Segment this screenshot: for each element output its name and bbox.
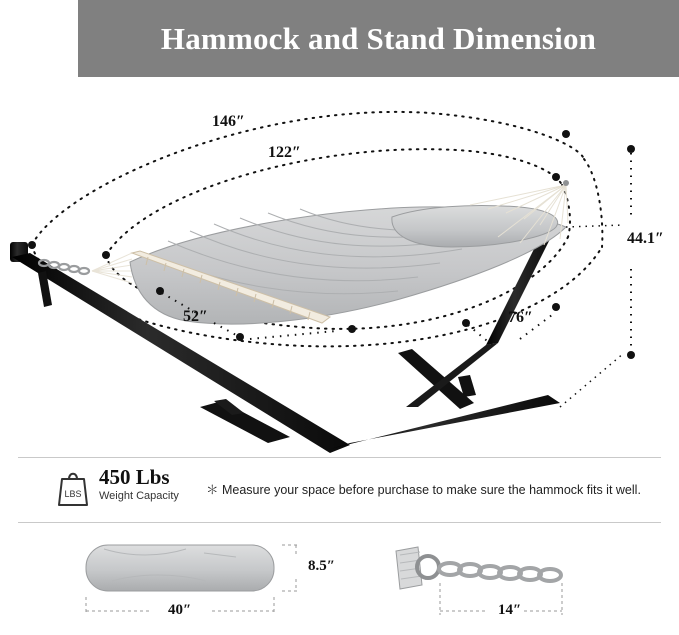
dim-label-height: 44.1″ (627, 230, 664, 247)
capacity-row (0, 462, 679, 522)
dim-line-52b (214, 323, 236, 335)
dim-label-hammock-length: 122″ (268, 144, 301, 161)
dim-dot-76-a (462, 319, 470, 327)
accessories-svg (0, 523, 679, 635)
divider-top (18, 457, 661, 458)
chain-links (439, 563, 561, 581)
rope-gather-ring (563, 180, 569, 186)
page-title: Hammock and Stand Dimension (160, 20, 597, 56)
dim-dot-52-c (348, 325, 356, 333)
chain-length-label: 14″ (498, 602, 522, 618)
dim-dot-height-top (627, 145, 635, 153)
dim-guide-height-bottom (560, 353, 624, 407)
dim-label-total-length: 146″ (212, 113, 245, 130)
dim-dot-122-right (552, 173, 560, 181)
hammock-illustration (0, 77, 679, 457)
dim-dot-146-right (562, 130, 570, 138)
accessories-row (0, 523, 679, 635)
dim-dot-122-left (102, 251, 110, 259)
lbs-icon-text: LBS (64, 489, 82, 499)
measure-note: ＊ Measure your space before purchase to make sure the hammock fits it well. (206, 483, 641, 497)
dim-dot-52-b (236, 333, 244, 341)
dim-dot-76-b (552, 303, 560, 311)
header-left-notch (0, 0, 78, 77)
stand-right-foot-bar (330, 395, 560, 449)
dim-label-base-width: 76″ (508, 309, 533, 326)
pillow-length-label: 40″ (168, 602, 192, 618)
hammock-ropes-left (92, 253, 132, 283)
dim-dot-height-bottom (627, 351, 635, 359)
hammock-diagram-svg (0, 77, 679, 457)
dim-label-bed-width: 52″ (183, 308, 208, 325)
dim-guide-height-top (566, 225, 624, 227)
weight-lbs-icon (56, 467, 90, 507)
dim-arc-146-right (584, 159, 602, 247)
capacity-caption: Weight Capacity (99, 490, 179, 502)
capacity-value: 450 Lbs (99, 465, 170, 489)
pillow-height-label: 8.5″ (308, 558, 336, 574)
dim-dot-52-a (156, 287, 164, 295)
dim-dot-146-left (28, 241, 36, 249)
dim-line-52c (250, 331, 336, 339)
header-bar (0, 0, 679, 77)
